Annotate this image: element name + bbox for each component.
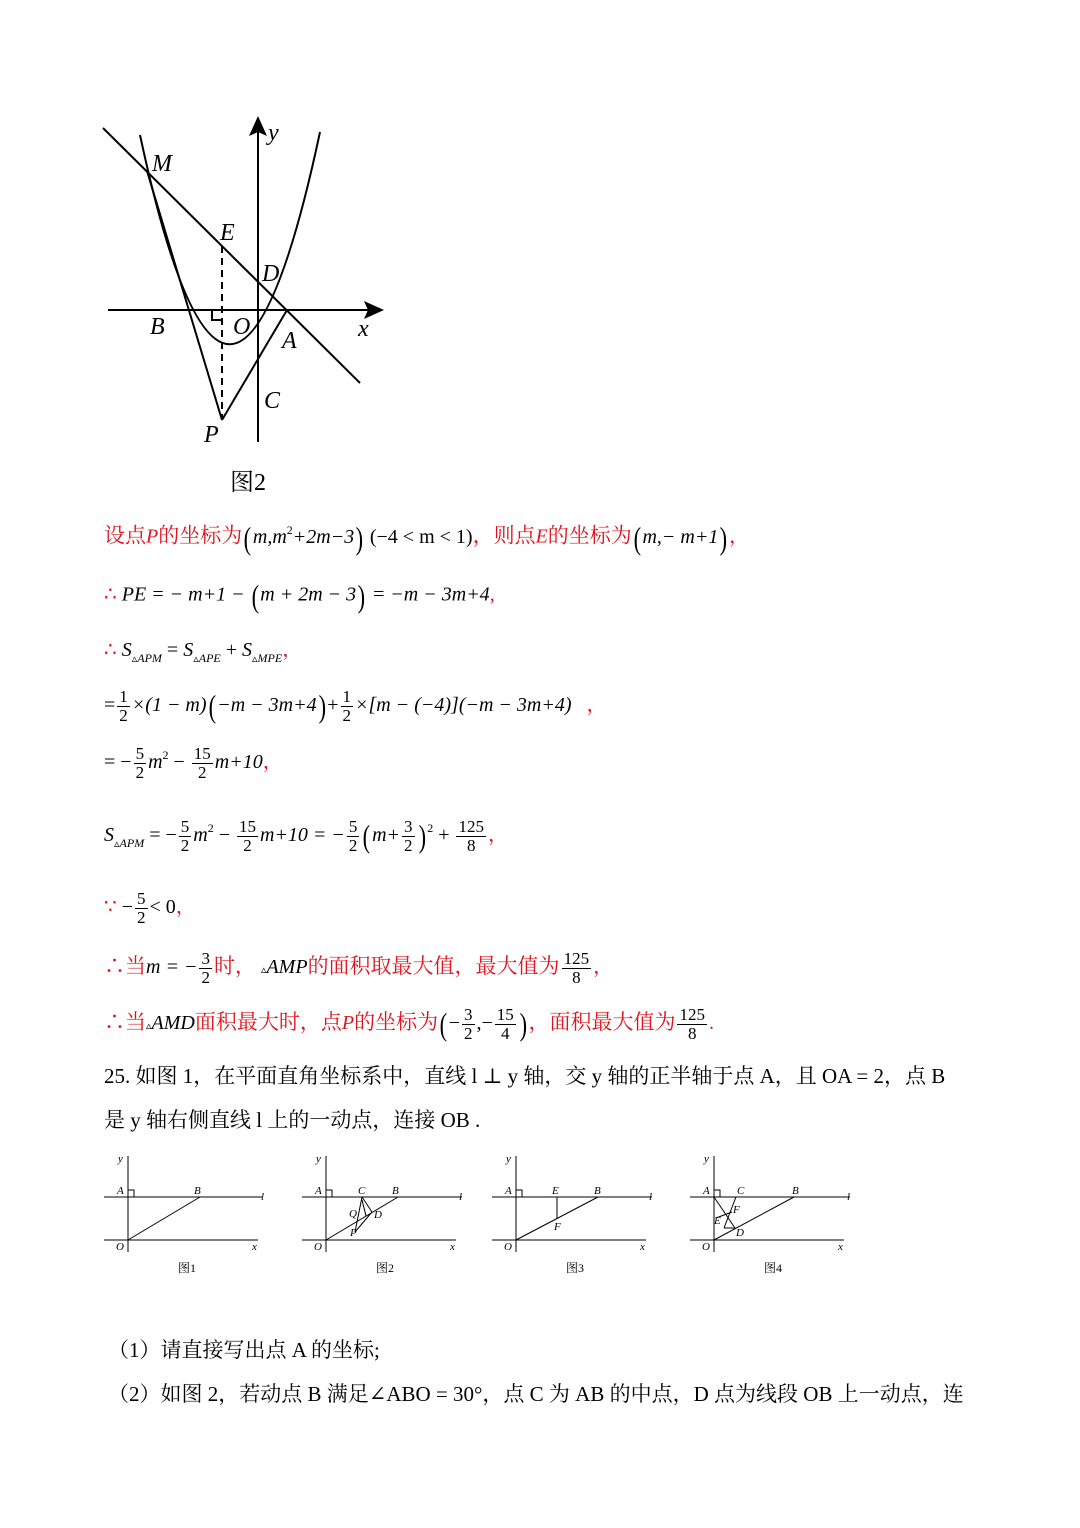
svg-text:x: x	[252, 1241, 257, 1253]
svg-text:D: D	[374, 1209, 382, 1221]
svg-text:y: y	[704, 1153, 709, 1165]
svg-text:O: O	[702, 1241, 710, 1253]
label-M: M	[152, 151, 172, 177]
figure-caption: 图2	[230, 470, 266, 496]
solution-line-6: $S_{▵APM}$ = − $\frac{5}{2}$ $m^2$ − $\frac{15}{2}$ m+10 = − $\frac{5}{2}$ (m+ $\frac{3}{2}$ ) $^2$ + $\frac{125}{8}$ ，	[104, 817, 508, 855]
label-P: P	[204, 422, 219, 448]
svg-text:P: P	[350, 1227, 357, 1239]
svg-text:y: y	[506, 1153, 511, 1165]
svg-text:x: x	[450, 1241, 455, 1253]
label-A: A	[282, 328, 297, 354]
label-x: x	[358, 316, 369, 342]
svg-text:l: l	[649, 1191, 653, 1203]
svg-text:B: B	[194, 1185, 201, 1197]
svg-text:C: C	[358, 1185, 366, 1197]
fig1-caption: 图1	[178, 1261, 197, 1275]
svg-text:C: C	[737, 1185, 745, 1197]
problem-25-line-2: 是 y 轴右侧直线 l 上的一动点，连接 OB .	[104, 1108, 481, 1132]
solution-line-1: 设点P的坐标为$(m,m^2+2m-3) (-4 < m < 1)$，则点E的坐标为(m,− m+1)，	[104, 520, 749, 556]
svg-text:Q: Q	[349, 1208, 357, 1220]
problem-25-line-1: 25. 如图 1，在平面直角坐标系中，直线 l ⊥ y 轴，交 y 轴的正半轴于点 A，且 OA = 2，点 B	[104, 1064, 946, 1088]
svg-text:B: B	[392, 1185, 399, 1197]
svg-text:B: B	[594, 1185, 601, 1197]
solution-line-8: ∴当m = − $\frac{3}{2}$ 时， ▵AMP的面积取最大值，最大值为 $\frac{125}{8}$ ，	[104, 949, 614, 987]
svg-text:F: F	[554, 1221, 561, 1233]
question-2: （2）如图 2，若动点 B 满足∠ABO = 30°，点 C 为 AB 的中点，D 点为线段 OB 上一动点，连	[108, 1382, 964, 1406]
svg-text:A: A	[703, 1185, 710, 1197]
svg-text:F: F	[733, 1204, 740, 1216]
svg-text:A: A	[315, 1185, 322, 1197]
svg-text:y: y	[316, 1153, 321, 1165]
svg-text:O: O	[504, 1241, 512, 1253]
label-C: C	[264, 388, 281, 414]
svg-text:l: l	[261, 1191, 265, 1203]
problem-figures	[95, 1148, 865, 1283]
solution-line-7: ∵ − $\frac{5}{2}$ < 0，	[104, 889, 196, 927]
solution-line-2: ∴ PE = − m+1 − (m + 2m − 3) = −m − 3m+4,	[104, 578, 495, 614]
solution-line-5: = − $\frac{5}{2}$ $m^2$ − $\frac{15}{2}$ m+10，	[104, 744, 283, 782]
solution-line-4: = $\frac{1}{2}$ ×(1 − m)(−m − 3m+4)+ $\frac{1}{2}$ ×[m − (−4)](−m − 3m+4) ，	[104, 687, 607, 725]
svg-text:B: B	[792, 1185, 799, 1197]
label-E: E	[220, 220, 235, 246]
question-1: （1）请直接写出点 A 的坐标;	[108, 1338, 380, 1362]
svg-text:l: l	[459, 1191, 463, 1203]
svg-text:O: O	[116, 1241, 124, 1253]
fig2-caption: 图2	[376, 1261, 395, 1275]
svg-text:O: O	[314, 1241, 322, 1253]
label-D: D	[262, 261, 280, 287]
label-B: B	[150, 314, 165, 340]
svg-text:E: E	[552, 1185, 559, 1197]
svg-text:l: l	[847, 1191, 851, 1203]
svg-text:x: x	[838, 1241, 843, 1253]
solution-line-3: ∴ $S_{▵APM} = S_{▵APE} + S_{▵MPE}$，	[104, 639, 303, 665]
label-y: y	[268, 120, 279, 146]
svg-text:E: E	[714, 1215, 721, 1227]
label-O: O	[233, 314, 251, 340]
svg-text:x: x	[640, 1241, 645, 1253]
parabola-figure	[95, 105, 395, 505]
fig3-caption: 图3	[566, 1261, 585, 1275]
svg-text:y: y	[118, 1153, 123, 1165]
fig4-caption: 图4	[764, 1261, 783, 1275]
svg-text:D: D	[736, 1227, 744, 1239]
svg-text:A: A	[505, 1185, 512, 1197]
solution-line-9: ∴当▵AMD面积最大时，点P的坐标为(− $\frac{3}{2}$ ,− $\frac{15}{4}$ )，面积最大值为 $\frac{125}{8}$ .	[104, 1005, 714, 1043]
svg-text:A: A	[117, 1185, 124, 1197]
